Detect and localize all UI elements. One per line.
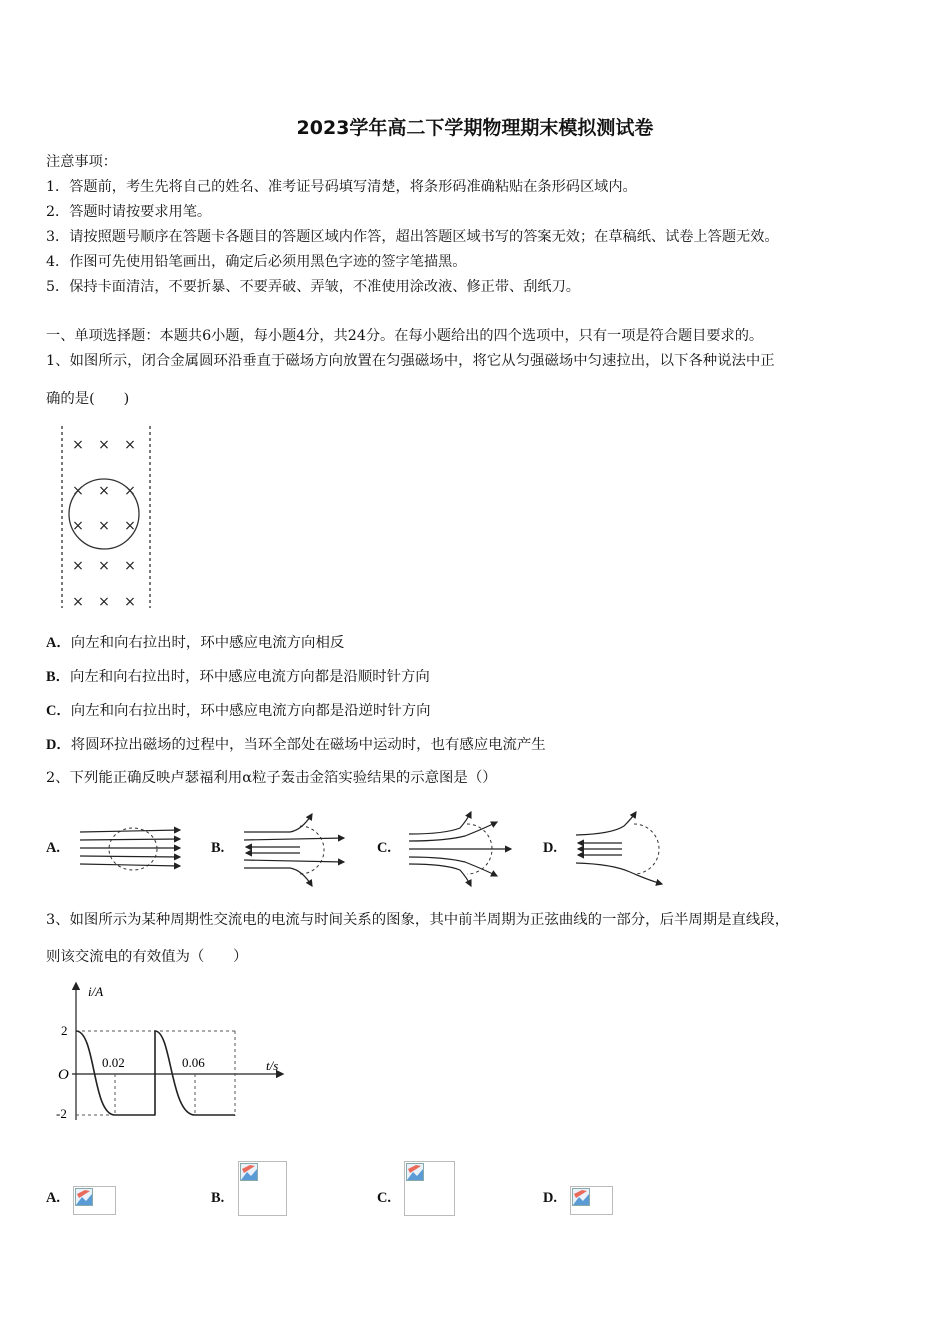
broken-image-a <box>73 1186 116 1215</box>
option-label: B． <box>46 669 70 685</box>
y-tick-label: -2 <box>56 1106 67 1121</box>
option-label: D． <box>46 737 71 753</box>
q2-stem: 2、下列能正确反映卢瑟福利用α粒子轰击金箔实验结果的示意图是（） <box>46 770 497 786</box>
svg-text:×: × <box>98 518 110 534</box>
svg-text:×: × <box>72 594 84 610</box>
notice-item: 1．答题前，考生先将自己的姓名、准考证号码填写清楚，将条形码准确粘贴在条形码区域内。 <box>46 179 637 195</box>
q1-option-a[interactable] <box>46 631 344 652</box>
svg-text:×: × <box>124 518 136 534</box>
svg-text:×: × <box>72 558 84 574</box>
broken-image-c <box>404 1161 455 1216</box>
notice-item: 5．保持卡面清洁，不要折暴、不要弄破、弄皱，不准使用涂改液、修正带、刮纸刀。 <box>46 279 580 295</box>
q3-stem-cont: 则该交流电的有效值为（ ） <box>46 949 248 965</box>
broken-image-icon <box>572 1188 590 1206</box>
y-tick-label: 2 <box>61 1023 68 1038</box>
broken-image-icon <box>406 1163 424 1181</box>
option-text: 向左和向右拉出时，环中感应电流方向都是沿逆时针方向 <box>70 703 431 719</box>
svg-text:×: × <box>72 437 84 453</box>
broken-image-d <box>570 1186 613 1215</box>
option-text: 向左和向右拉出时，环中感应电流方向相反 <box>70 635 345 651</box>
option-label: C． <box>46 703 71 719</box>
q1-option-c[interactable] <box>46 699 431 720</box>
q2-option-b-label[interactable]: B. <box>211 840 225 856</box>
y-axis-label: i/A <box>88 984 104 999</box>
section-heading: 一、单项选择题：本题共6小题，每小题4分，共24分。在每小题给出的四个选项中，只有一项是符合题目要求的。 <box>46 328 764 344</box>
svg-text:×: × <box>72 518 84 534</box>
option-text: 向左和向右拉出时，环中感应电流方向都是沿顺时针方向 <box>70 669 430 685</box>
q3-option-d-label[interactable]: D. <box>543 1190 557 1206</box>
q2-option-a-label[interactable]: A. <box>46 840 60 856</box>
option-text: 将圆环拉出磁场的过程中，当环全部处在磁场中运动时，也有感应电流产生 <box>70 737 546 753</box>
svg-text:×: × <box>124 437 136 453</box>
broken-image-b <box>238 1161 287 1216</box>
svg-text:×: × <box>98 483 110 499</box>
q1-stem: 1、如图所示，闭合金属圆环沿垂直于磁场方向放置在匀强磁场中，将它从匀强磁场中匀速拉出，以下各种说法中正 <box>46 353 775 369</box>
svg-text:×: × <box>124 483 136 499</box>
q1-option-b[interactable] <box>46 665 430 686</box>
q2-option-c-label[interactable]: C. <box>377 840 391 856</box>
q3-option-a-label[interactable]: A. <box>46 1190 60 1206</box>
q1-option-d[interactable] <box>46 733 546 754</box>
notice-item: 3．请按照题号顺序在答题卡各题目的答题区域内作答，超出答题区域书写的答案无效；在草稿纸、试卷上答题无效。 <box>46 229 779 245</box>
scattering-diagram-c <box>405 808 517 890</box>
svg-text:×: × <box>98 437 110 453</box>
broken-image-icon <box>75 1188 93 1206</box>
q1-stem-cont: 确的是( ) <box>46 391 130 407</box>
origin-label: O <box>58 1067 69 1083</box>
svg-text:×: × <box>124 558 136 574</box>
x-tick-label: 0.06 <box>182 1055 205 1070</box>
svg-text:×: × <box>98 558 110 574</box>
q3-option-b-label[interactable]: B. <box>211 1190 225 1206</box>
notice-item: 4．作图可先使用铅笔画出，确定后必须用黑色字迹的签字笔描黑。 <box>46 254 467 270</box>
x-axis-label: t/s <box>266 1058 279 1073</box>
page-title: 2023学年高二下学期物理期末模拟测试卷 <box>296 117 654 139</box>
current-time-graph <box>52 978 292 1128</box>
x-tick-label: 0.02 <box>102 1055 125 1070</box>
scattering-diagram-a <box>76 818 186 880</box>
notice-heading: 注意事项： <box>46 154 117 170</box>
q3-stem: 3、如图所示为某种周期性交流电的电流与时间关系的图象，其中前半周期为正弦曲线的一部分，后半周期是直线段， <box>46 912 790 928</box>
notice-item: 2．答题时请按要求用笔。 <box>46 204 212 220</box>
scattering-diagram-b <box>240 810 350 890</box>
q3-option-c-label[interactable]: C. <box>377 1190 391 1206</box>
svg-text:×: × <box>72 483 84 499</box>
magnetic-field-ring-figure <box>56 424 156 610</box>
svg-text:×: × <box>124 594 136 610</box>
q2-option-d-label[interactable]: D. <box>543 840 557 856</box>
scattering-diagram-d <box>572 808 672 890</box>
option-label: A． <box>46 635 71 651</box>
broken-image-icon <box>240 1163 258 1181</box>
svg-text:×: × <box>98 594 110 610</box>
